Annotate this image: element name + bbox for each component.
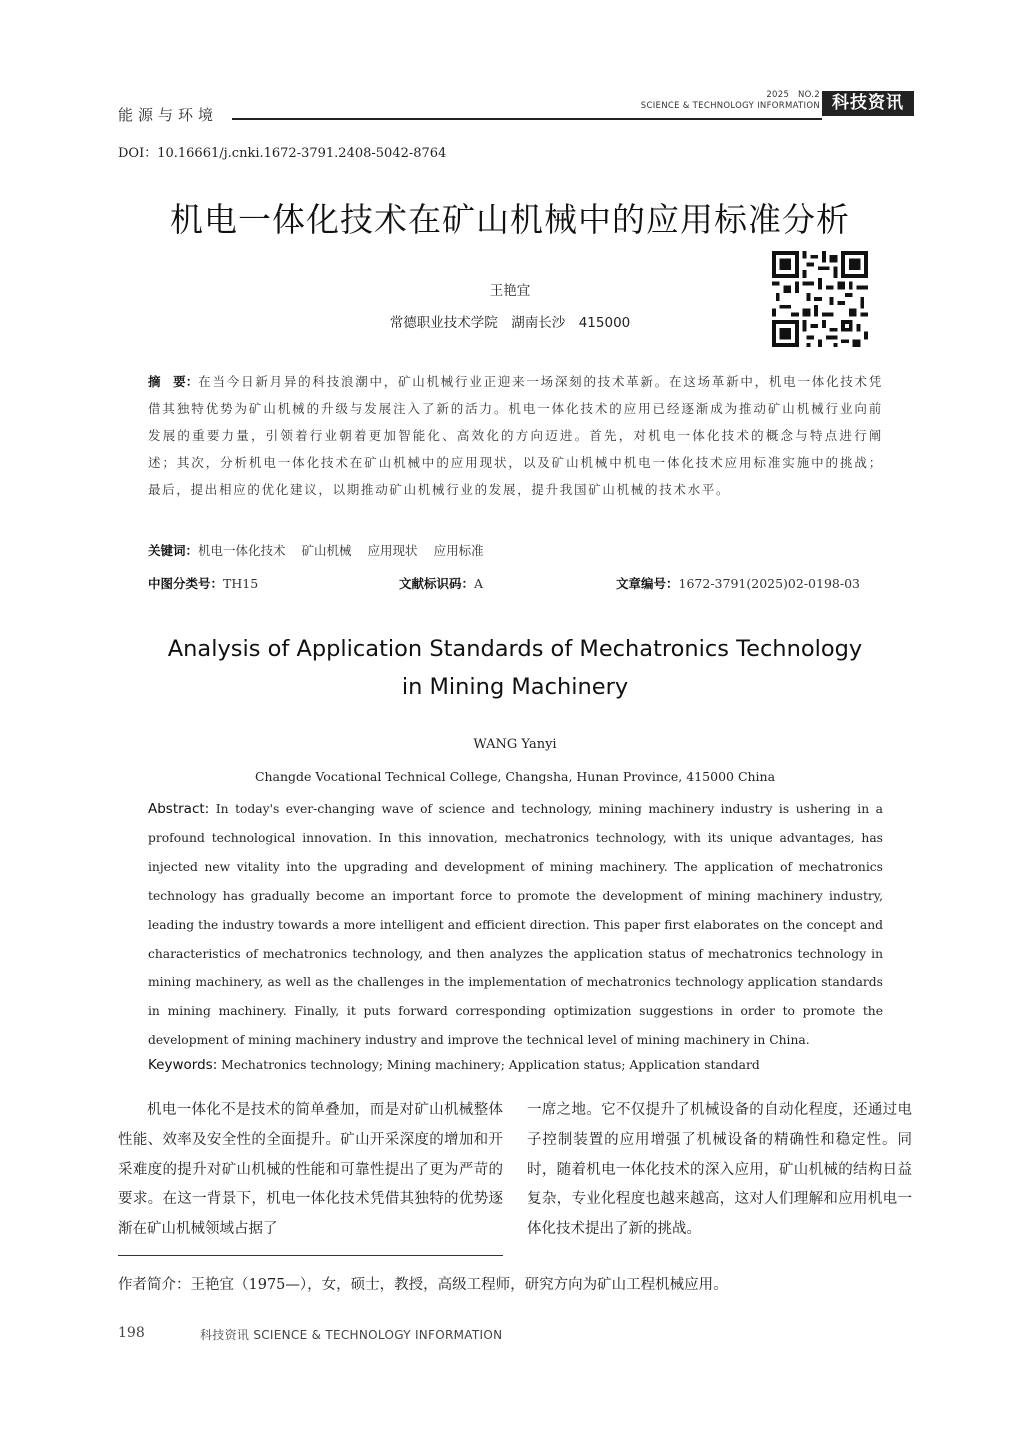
abstract-cn xyxy=(148,368,883,503)
clc-value: TH15 xyxy=(223,576,259,591)
keyword-cn-item: 矿山机械 xyxy=(301,543,352,558)
document-code xyxy=(399,574,483,592)
affiliation-en: Changde Vocational Technical College, Changsha, Hunan Province, 415000 China xyxy=(254,769,776,784)
body-column-left xyxy=(118,1096,503,1245)
keyword-cn-item: 机电一体化技术 xyxy=(198,543,286,558)
keywords-en-text: Mechatronics technology; Mining machinery; Application status; Application standard xyxy=(221,1058,760,1072)
abstract-en-text: In today's ever-changing wave of science and technology, mining machinery industry is ushering in a profound technological innovation. In this innovation, mechatronics technology, with its unique advantages, has injected new vitality into the upgrading and development of mining machinery. The application of mechatronics technology has gradually become an important force to promote the development of mining machinery industry, leading the industry towards a more intelligent and efficient direction. This paper first elaborates on the concept and characteristics of mechatronics technology, and then analyzes the application status of mechatronics technology in mining machinery, as well as the challenges in the implementation of mechatronics technology application standards in mining machinery. Finally, it puts forward corresponding optimization suggestions in order to promote the development of mining machinery industry and improve the technical level of mining machinery in China. xyxy=(148,802,883,1048)
body-column-right xyxy=(527,1096,912,1245)
body-paragraph: 一席之地。它不仅提升了机械设备的自动化程度，还通过电子控制装置的应用增强了机械设备的精确性和稳定性。同时，随着机电一体化技术的深入应用，矿山机械的结构日益复杂，专业化程度也越来越高，这对人们理解和应用机电一体化技术提出了新的挑战。 xyxy=(527,1102,912,1238)
article-number xyxy=(616,574,860,592)
title-en-line-2: in Mining Machinery xyxy=(401,674,629,700)
body-paragraph: 机电一体化不是技术的简单叠加，而是对矿山机械整体性能、效率及安全性的全面提升。矿山开采深度的增加和开采难度的提升对矿山机械的性能和可靠性提出了更为严苛的要求。在这一背景下，机电一体化技术凭借其独特的优势逐渐在矿山机械领域占据了 xyxy=(118,1102,503,1238)
affiliation-cn: 常德职业技术学院 湖南长沙 415000 xyxy=(389,315,631,331)
footnote-divider xyxy=(118,1255,503,1256)
article-number-value: 1672-3791(2025)02-0198-03 xyxy=(678,576,860,591)
document-code-label: 文献标识码： xyxy=(399,576,475,591)
keyword-cn-item: 应用标准 xyxy=(433,543,484,558)
abstract-cn-text: 在当今日新月异的科技浪潮中，矿山机械行业正迎来一场深刻的技术革新。在这场革新中，机电一体化技术凭借其独特优势为矿山机械的升级与发展注入了新的活力。机电一体化技术的应用已经逐渐成为推动矿山机械行业向前发展的重要力量，引领着行业朝着更加智能化、高效化的方向迈进。首先，对机电一体化技术的概念与特点进行阐述；其次，分析机电一体化技术在矿山机械中的应用现状，以及矿山机械中机电一体化技术应用标准实施中的挑战；最后，提出相应的优化建议，以期推动矿山机械行业的发展，提升我国矿山机械的技术水平。 xyxy=(148,374,883,497)
keywords-en-label: Keywords: xyxy=(148,1057,218,1073)
keywords-cn xyxy=(148,541,484,559)
abstract-en xyxy=(148,795,883,1055)
document-code-value: A xyxy=(474,576,484,591)
clc-label: 中图分类号： xyxy=(148,576,224,591)
keywords-en xyxy=(148,1057,883,1073)
year-issue: 2025 NO.2 xyxy=(766,90,820,100)
author-footnote: 作者简介：王艳宜（1975—），女，硕士，教授，高级工程师，研究方向为矿山工程机械应用。 xyxy=(118,1277,728,1293)
keyword-cn-item: 应用现状 xyxy=(367,543,418,558)
running-footer: 科技资讯 SCIENCE & TECHNOLOGY INFORMATION xyxy=(200,1328,503,1342)
page-title-cn: 机电一体化技术在矿山机械中的应用标准分析 xyxy=(170,200,850,239)
abstract-en-label: Abstract: xyxy=(148,801,210,817)
author-en: WANG Yanyi xyxy=(473,737,557,752)
doi[interactable]: DOI：10.16661/j.cnki.1672-3791.2408-5042-8764 xyxy=(118,146,447,161)
article-number-label: 文章编号： xyxy=(616,576,679,591)
journal-name-en: SCIENCE & TECHNOLOGY INFORMATION xyxy=(640,101,820,111)
clc-code xyxy=(148,574,258,592)
keywords-cn-label: 关键词： xyxy=(148,543,199,558)
qr-code-icon[interactable] xyxy=(772,248,868,350)
page-number: 198 xyxy=(118,1325,145,1341)
journal-logo: 科技资讯 xyxy=(822,91,914,116)
author-cn: 王艳宜 xyxy=(489,283,531,299)
journal-meta xyxy=(641,90,820,112)
abstract-cn-label: 摘 要： xyxy=(148,374,199,389)
header-rule xyxy=(232,118,822,120)
section-label: 能源与环境 xyxy=(118,106,219,124)
page-title-en xyxy=(0,630,1020,706)
title-en-line-1: Analysis of Application Standards of Mechatronics Technology xyxy=(167,636,863,662)
